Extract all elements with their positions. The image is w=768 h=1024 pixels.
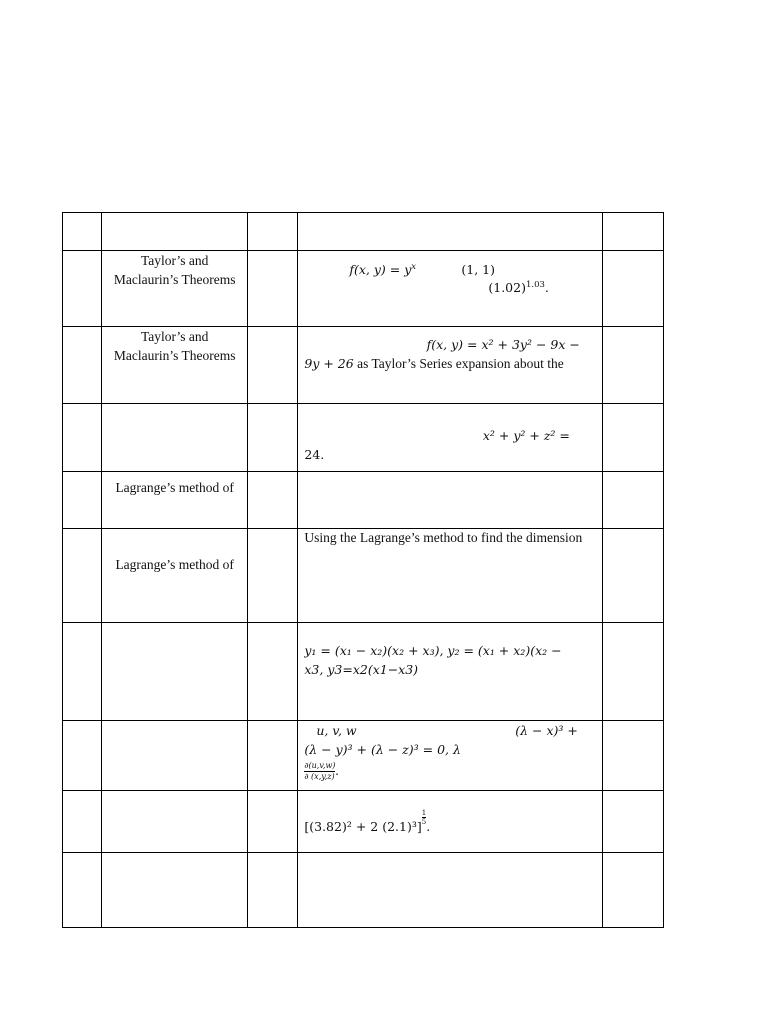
cell-question: Using the Lagrange’s method to find the dimension (298, 529, 603, 623)
cell-no (63, 213, 102, 251)
cell-co (248, 213, 298, 251)
cell-topic (102, 213, 248, 251)
cell-marks (602, 213, 663, 251)
table-row (63, 472, 664, 529)
cell-question: y₁ = (x₁ − x₂)(x₂ + x₃), y₂ = (x₁ + x₂)(x₂ − x3, y3=x2(x1−x3) (298, 623, 603, 721)
table-row (63, 251, 664, 327)
cell-topic: Lagrange’s method of (102, 472, 248, 529)
table-row (63, 529, 664, 623)
questions-table (62, 212, 664, 928)
cell-topic: Lagrange’s method of (102, 529, 248, 623)
table-row (63, 213, 664, 251)
table-row (63, 791, 664, 853)
table-row (63, 404, 664, 472)
cell-question: f(x, y) = x² + 3y² − 9x − 9y + 26 as Taylor’s Series expansion about the (298, 327, 603, 404)
jacobian-fraction: $\frac{\partial(u,v,w)}{\partial (x,y,z)}$. (304, 761, 339, 782)
cell-question: u, v, w (λ − x)³ + (λ − y)³ + (λ − z)³ = 0, λ $\frac{\partial(u,v,w)}{\partial (x,y,z)}$. (298, 721, 603, 791)
table-row (63, 327, 664, 404)
cell-question (298, 213, 603, 251)
cell-question: x² + y² + z² = 24. (298, 404, 603, 472)
table-row (63, 623, 664, 721)
table-row (63, 853, 664, 928)
cell-topic: Taylor’s and Maclaurin’s Theorems (102, 251, 248, 327)
cell-topic: Taylor’s and Maclaurin’s Theorems (102, 327, 248, 404)
cell-question: f(x, $y) = y^x$ (1, 1) $(1.02)^{1.03}$. (298, 251, 603, 327)
cell-question: [(3.82)² + 2 (2.1)³] $\frac{1}{5}$. (298, 791, 603, 853)
table-row (63, 721, 664, 791)
